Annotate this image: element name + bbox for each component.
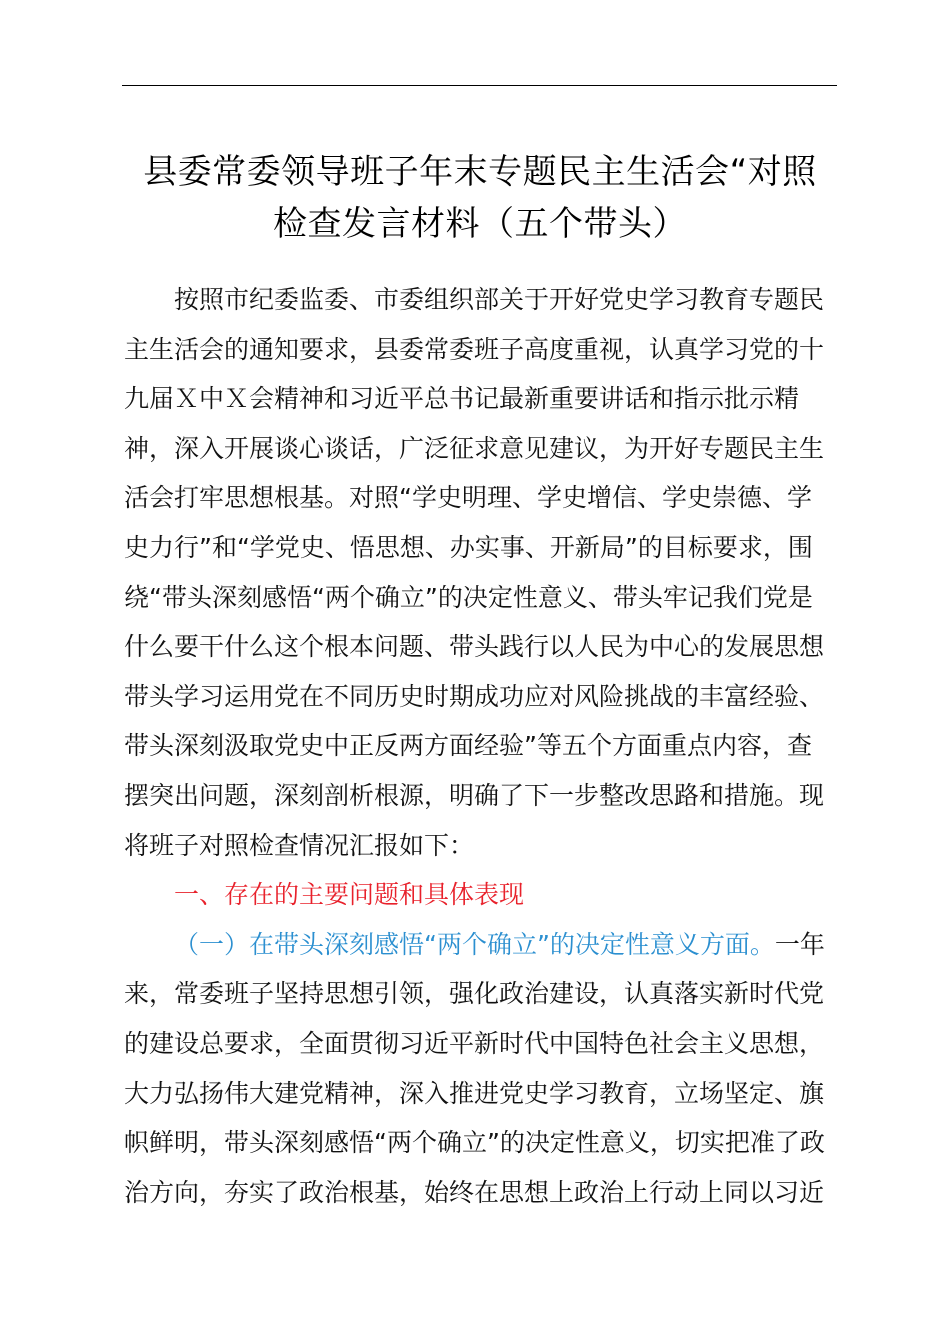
subsection-text-start: 一年 <box>774 929 825 959</box>
text-line: 带头深刻汲取党史中正反两方面经验”等五个方面重点内容，查 <box>124 731 812 761</box>
text-line: 九届Ｘ中Ｘ会精神和习近平总书记最新重要讲话和指示批示精 <box>124 384 800 414</box>
text-line: 将班子对照检查情况汇报如下： <box>124 830 475 860</box>
text-line <box>124 920 838 970</box>
title-line: 检查发言材料（五个带头） <box>273 204 687 244</box>
header-rule <box>122 85 837 86</box>
subsection-paragraph <box>124 920 838 1218</box>
text-line: 治方向，夯实了政治根基，始终在思想上政治上行动上同以习近 <box>124 1177 825 1207</box>
text-line: 绕“带头深刻感悟“两个确立”的决定性意义、带头牢记我们党是 <box>124 582 813 612</box>
text-line: 史力行”和“学党史、悟思想、办实事、开新局”的目标要求，围 <box>124 532 813 562</box>
text-line: 活会打牢思想根基。对照“学史明理、学史增信、学史崇德、学 <box>124 483 812 513</box>
intro-paragraph <box>124 275 838 870</box>
text-line: 带头学习运用党在不同历史时期成功应对风险挑战的丰富经验、 <box>124 681 825 711</box>
text-line: 帜鲜明，带头深刻感悟“两个确立”的决定性意义，切实把准了政 <box>124 1128 825 1158</box>
text-line: 按照市纪委监委、市委组织部关于开好党史学习教育专题民 <box>174 285 825 314</box>
text-line: 什么要干什么这个根本问题、带头践行以人民为中心的发展思想 <box>124 632 825 662</box>
title-line: 县委常委领导班子年末专题民主生活会“对照 <box>143 152 817 192</box>
text-line: 的建设总要求，全面贯彻习近平新时代中国特色社会主义思想， <box>124 1028 825 1058</box>
text-line: 来，常委班子坚持思想引领，强化政治建设，认真落实新时代党 <box>124 979 825 1009</box>
text-line: 神，深入开展谈心谈话，广泛征求意见建议，为开好专题民主生 <box>124 433 825 463</box>
text-line: 摆突出问题，深刻剖析根源，明确了下一步整改思路和措施。现 <box>124 780 825 810</box>
text-line: 主生活会的通知要求，县委常委班子高度重视，认真学习党的十 <box>124 334 825 364</box>
document-title <box>110 146 850 250</box>
document-body <box>124 275 838 1217</box>
section-heading: 一、存在的主要问题和具体表现 <box>174 880 525 910</box>
subsection-heading: （一）在带头深刻感悟“两个确立”的决定性意义方面。 <box>174 929 775 959</box>
text-line: 大力弘扬伟大建党精神，深入推进党史学习教育，立场坚定、旗 <box>124 1078 825 1108</box>
